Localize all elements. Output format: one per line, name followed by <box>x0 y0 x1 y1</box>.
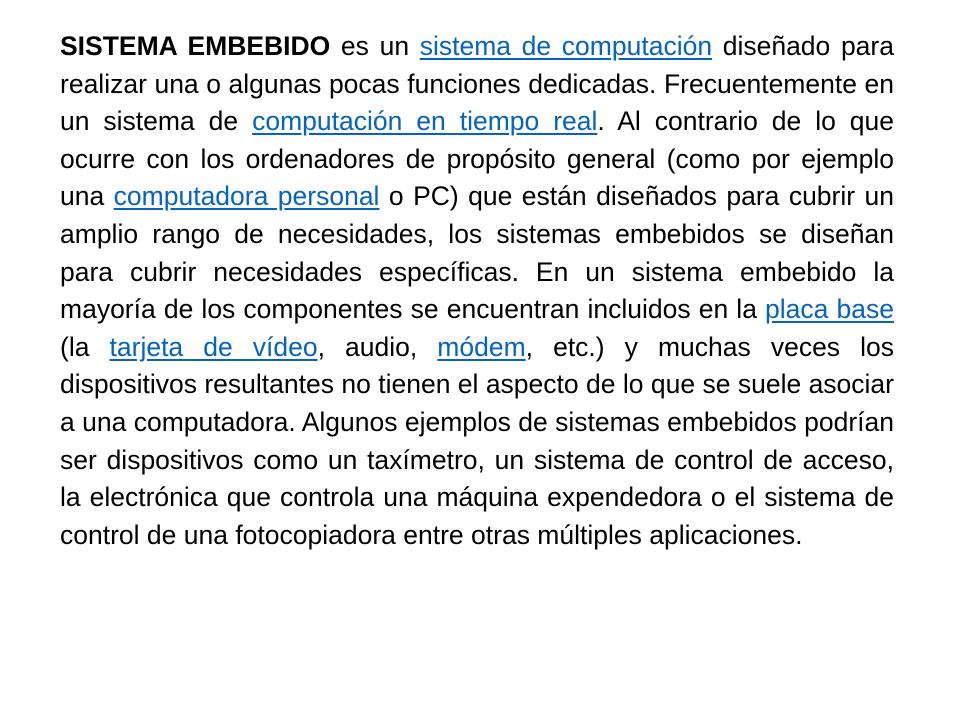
link-computadora-personal[interactable]: computadora personal <box>113 181 380 212</box>
text-segment: o PC) que están diseñados para cubrir un amplio rango de necesidades, los sistemas embebidos se diseñan para cubrir necesidades específicas. En un sistema embebido la mayoría de los componentes se encuentran incluidos en la <box>60 181 895 325</box>
link-sistema-de-computacion[interactable]: sistema de computación <box>419 31 713 61</box>
slide-body <box>60 28 894 688</box>
text-segment: , etc.) y muchas veces los dispositivos resultantes no tienen el aspecto de lo que se suele asociar a una computadora. Algunos ejemplos de sistemas embebidos podrían ser dispositivos como un taxímetro, un sistema de control de acceso, la electrónica que controla una máquina expendedora o el sistema de control de una fotocopiadora entre otras múltiples aplicaciones. <box>60 331 894 550</box>
link-tarjeta-de-video[interactable]: tarjeta de vídeo <box>109 331 318 362</box>
link-modem[interactable]: módem <box>437 331 526 362</box>
text-segment: diseñado para realizar una o algunas pocas funciones dedicadas. Frecuentemente en un sistema de <box>60 31 894 137</box>
link-computacion-en-tiempo-real[interactable]: computación en tiempo real <box>252 106 598 137</box>
text-segment: (la <box>60 331 110 362</box>
text-segment: , audio, <box>317 331 438 362</box>
text-segment: . Al contrario de lo que ocurre con los ordenadores de propósito general (como por ejemplo una <box>60 106 894 212</box>
link-placa-base[interactable]: placa base <box>765 294 894 325</box>
defined-term: SISTEMA EMBEBIDO <box>60 31 331 61</box>
definition-paragraph <box>60 28 894 554</box>
text-segment: es un <box>330 31 420 61</box>
